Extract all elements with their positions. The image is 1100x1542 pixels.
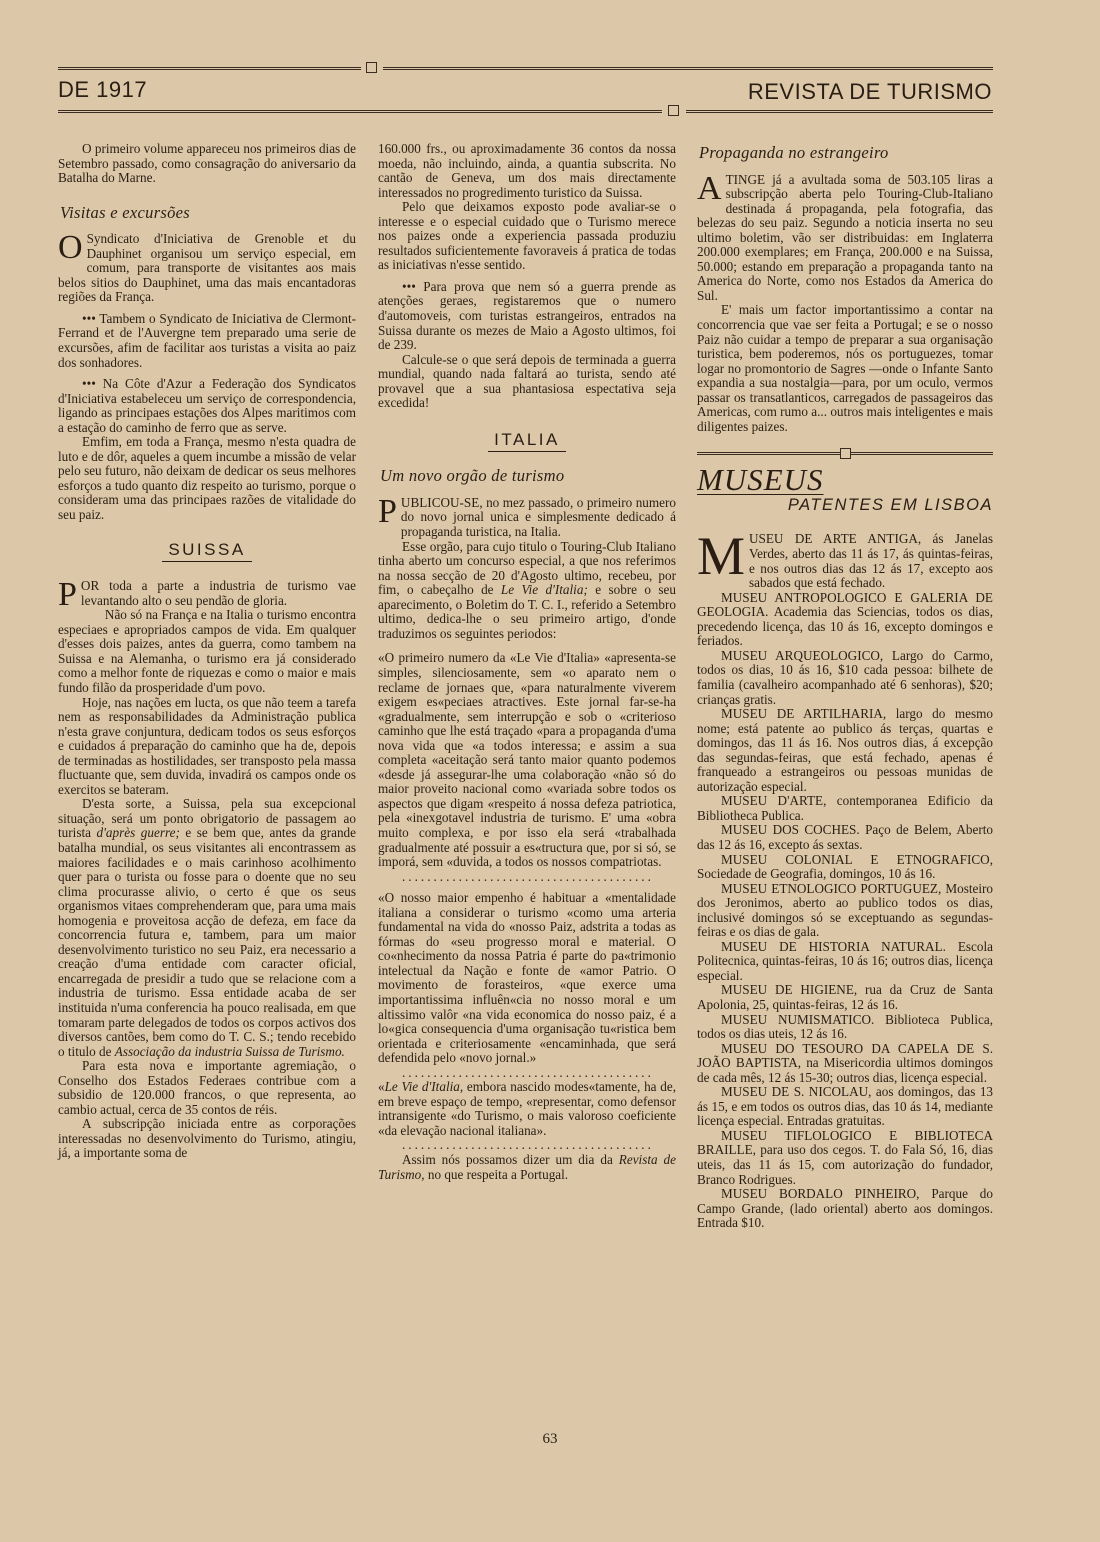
column-2 xyxy=(378,142,676,1182)
museum-entry-12: MUSEU DO TESOURO DA CAPELA DE S. JOÃO BAPTISTA, na Misericordia ultimos domingos de cada mês, 12 ás 15-30; outros dias, licença especial. xyxy=(697,1040,993,1085)
header-magazine-title: REVISTA DE TURISMO xyxy=(747,79,992,104)
suissa-continued-3: ••• Para prova que nem só a guerra prende as atenções geraes, registaremos que o numero d'automoveis, com turistas estrangeiros, entrados na Suissa durante os mezes de Maio a Agosto ultimos, foi de 239. xyxy=(378,278,676,353)
museum-entry-14: MUSEU TIFLOLOGICO E BIBLIOTECA BRAILLE, para uso dos cegos. T. do Fala Só, 16, dias uteis, das 11 ás 15, com autorização do fundador, Branco Rodrigues. xyxy=(697,1127,993,1187)
museum-entry-3: MUSEU ARQUEOLOGICO, Largo do Carmo, todos os dias, 10 ás 16, $10 cada pessoa: bilhete de familia (cavalheiro acompanhado até 6 senhoras), $20; crianças gratis. xyxy=(697,647,993,707)
suissa-heading: SUISSA xyxy=(58,543,356,558)
museum-entry-13: MUSEU DE S. NICOLAU, aos domingos, das 13 ás 15, e em todos os outros dias, das 10 ás 14, mediante licença especial. Entradas gratuitas. xyxy=(697,1084,993,1129)
column-3 xyxy=(697,142,993,1231)
header-top-rule-left xyxy=(58,67,361,70)
suissa-paragraph-6: A subscripção iniciada entre as corporações interessadas no desenvolvimento do Turismo, atingiu, já, a importante soma de xyxy=(58,1116,356,1161)
ellipsis-1: ........................................ xyxy=(402,868,654,884)
ellipsis-2: ........................................ xyxy=(402,1064,654,1080)
quote-2: «O nosso maior empenho é habituar a «mentalidade italiana a considerar o turismo «como uma arteria fundamental na vida do «nosso Paiz, adstrita a todas as fórmas do «seu progresso moral e material. O co«nhecimento da nossa Patria é parte do pa«trimonio intelectual da Nação e fonte de «amor Patrio. O movimento de forasteiros, «que exerce uma importantissima influên«cia no nosso moral e um altissimo valôr «na vida economica do nosso paiz, é a lo«gica consequencia d'uma organisação tu«ristica bem orientada e criteriosamente «encaminhada, que será defendida pelo «novo jornal.» xyxy=(378,890,676,1066)
museum-entry-7: MUSEU COLONIAL E ETNOGRAFICO, Sociedade de Geografia, domingos, 10 ás 16. xyxy=(697,851,993,882)
header-ornament-top xyxy=(366,62,377,73)
header-bottom-rule-left xyxy=(58,110,662,113)
orgao-paragraph-1: PUBLICOU-SE, no mez passado, o primeiro numero do novo jornal unica e simplesmente dedicado á propaganda turistica, na Italia. xyxy=(378,492,676,540)
divider-ornament xyxy=(840,448,851,459)
orgao-closing: Assim nós possamos dizer um dia da Revista de Turismo, no que respeita a Portugal. xyxy=(378,1152,676,1182)
suissa-continued-2: Pelo que deixamos exposto pode avaliar-se o interesse e o especial cuidado que o Turismo merece nos paizes onde a experiencia passada produziu resultados suficientemente favoraveis á pratica de todas as iniciativas n'esse sentido. xyxy=(378,199,676,273)
quote-3: «Le Vie d'Italia, embora nascido modes«tamente, ha de, em breve espaço de tempo, «representar, como defensor intransigente «do Turismo, o mais valoroso coeficiente «da elevação nacional italiana». xyxy=(378,1079,677,1138)
suissa-continued-1: 160.000 frs., ou aproximadamente 36 contos da nossa moeda, não incluindo, ainda, a quantia subscrita. No cantão de Geneva, um dos mais directamente interessados no progredimento turistico da Suissa. xyxy=(378,141,676,200)
visitas-paragraph-3: ••• Na Côte d'Azur a Federação dos Syndicatos d'Iniciativa estabeleceu um serviço de correspondencia, ligando as principaes estações dos Alpes maritimos com a estação do caminho de ferro que as serve. xyxy=(58,376,356,435)
intro-paragraph: O primeiro volume appareceu nos primeiros dias de Setembro passado, como consagração do aniversario da Batalha do Marne. xyxy=(58,141,356,186)
museum-entry-4: MUSEU DE ARTILHARIA, largo do mesmo nome; está patente ao publico ás terças, quartas e domingos, das 11 ás 16. Nos outros dias, á excepção das segundas-feiras, que está fechado, apenas é franqueado a estrangeiros ou pessoas munidas de autorização especial. xyxy=(697,706,993,794)
quote-1: «O primeiro numero da «Le Vie d'Italia» «apresenta-se simples, silenciosamente, sem «o aparato nem o reclame de jornaes que, «para naturalmente viverem exigem es«peciaes atractives. Este jornal far-se-ha «gradualmente, sem interrupção e sob o «criterioso caminho que lhe está traçado «para a propaganda d'uma nova vida que «a todos interessa; e assim a sua completa «aceitação será tanto maior quanto podemos «desde já assegurar-lhe uma colaboração «não só do maior proveito nacional como «variada sobre todos os aspectos que digam «respeito á nossa defeza patriotica, pela «inexgotavel industria de turismo. E' uma «obra muito complexa, e por isso ela será «trabalhada gradualmente até possuir a es«tructura que, por si só, se imporá, sem «duvida, a todos os nossos compatriotas. xyxy=(378,650,676,870)
orgao-heading: Um novo orgão de turismo xyxy=(380,466,565,486)
drop-cap-p-2: P xyxy=(378,492,397,530)
italia-heading: ITALIA xyxy=(378,433,676,448)
visitas-paragraph-2: ••• Tambem o Syndicato de Iniciativa de Clermont-Ferrand et de l'Auvergne tem preparado uma serie de excursões, afim de facilitar aos turistas a visita ao paiz dos sonhadores. xyxy=(58,310,356,370)
orgao-paragraph-2: Esse orgão, para cujo titulo o Touring-Club Italiano tinha aberto um concurso especial, a que nos referimos na nossa secção de 20 d'Agosto ultimo, recebeu, por fim, o cabeçalho de Le Vie d'Italia; e sobre o seu aparecimento, o Boletim do T. C. I., referido a Setembro ultimo, dedica-lhe o seu primeiro artigo, d'onde traduzimos os seguintes periodos: xyxy=(378,538,676,641)
header-top-rule-right xyxy=(383,67,993,70)
page-number: 63 xyxy=(542,1431,558,1447)
museum-entry-15: MUSEU BORDALO PINHEIRO, Parque do Campo Grande, (lado oriental) aberto aos domingos. Entrada $10. xyxy=(697,1186,993,1231)
section-divider xyxy=(697,452,993,455)
ellipsis-3: ........................................ xyxy=(402,1137,654,1153)
drop-cap-a: A xyxy=(697,169,722,207)
visitas-paragraph-1: O Syndicato d'Iniciativa de Grenoble et du Dauphinet organisou um serviço especial, em comum, para transporte de visitantes aos mais belos sitios do Dauphinet, uma das mais encantadoras regiões da França. xyxy=(58,229,356,305)
museum-entry-10: MUSEU DE HIGIENE, rua da Cruz de Santa Apolonia, 25, quintas-feiras, 12 ás 16. xyxy=(697,982,993,1012)
visitas-heading: Visitas e excursões xyxy=(60,202,191,222)
museum-entry-11: MUSEU NUMISMATICO. Biblioteca Publica, todos os dias uteis, 12 ás 16. xyxy=(697,1011,993,1042)
suissa-paragraph-5: Para esta nova e importante agremiação, o Conselho dos Estados Federaes contribue com a subsidio de 120.000 francos, o que representa, ao cambio actual, cerca de 35 contos de réis. xyxy=(58,1058,356,1117)
patentes-heading: PATENTES EM LISBOA xyxy=(787,495,993,514)
drop-cap-p: P xyxy=(58,576,77,614)
museum-entry-9: MUSEU DE HISTORIA NATURAL. Escola Politecnica, quintas-feiras, 10 ás 16; outros dias, licença especial. xyxy=(697,938,993,983)
drop-cap-o: O xyxy=(58,229,83,267)
suissa-paragraph-2: Não só na França e na Italia o turismo encontra especiaes e apropriados campos de vida. Em qualquer d'esses dois paizes, antes da guerra, como tambem na Suissa e na Alemanha, o turismo era já considerado como a melhor fonte de riquezas e como o maior e mais fundo filão da prosperidade d'um povo. xyxy=(58,607,356,695)
visitas-paragraph-4: Emfim, em toda a França, mesmo n'esta quadra de luto e de dôr, aqueles a quem incumbe a missão de velar pelo seu futuro, não deixam de dedicar os seus melhores esforços a tudo quanto diz respeito ao turismo, porque o consideram uma das principaes razões de vitalidade do seu paiz. xyxy=(58,434,356,523)
suissa-paragraph-4: D'esta sorte, a Suissa, pela sua excepcional situação, será um ponto obrigatorio de passagem ao turista d'après guerre; e se bem que, antes da grande batalha mundial, os seus visitantes ali encontrassem as maiores facilidades e o mais carinhoso acolhimento quer para o turista ou fosse para o doente que no seu clima procurasse alivio, o certo é que os seus organismos vitaes comprehenderam que, para uma mais homogenia e proveitosa acção de defeza, em face da concorrencia futura e, tambem, para um maior desenvolvimento turistico no seu Paiz, era necessario a creação d'uma entidade com caracter oficial, encarregada de presidir a tudo que se relacione com a industria de turismo. Essa entidade acaba de ser instituida n'uma conferencia ha pouco realisada, em que tomaram parte delegados de todos os corpos activos dos diversos cantões, bem como do T. C. S.; tendo recebido o titulo de Associação da industria Suissa de Turismo. xyxy=(58,796,356,1059)
header-date: DE 1917 xyxy=(58,77,148,102)
museum-entry-1: MUSEU DE ARTE ANTIGA, ás Janelas Verdes, aberto das 11 ás 17, ás quintas-feiras, e nos outros dias das 12 ás 17, excepto aos sabados que está fechado. xyxy=(697,526,993,591)
museum-entry-8: MUSEU ETNOLOGICO PORTUGUEZ, Mosteiro dos Jeronimos, aberto ao publico todos os dias, inclusivé domingos só se exceptuando as segundas-feiras e os dias de gala. xyxy=(697,880,993,940)
museus-heading: MUSEUS xyxy=(697,462,824,498)
column-1 xyxy=(58,142,356,1161)
museum-entry-5: MUSEU D'ARTE, contemporanea Edificio da Bibliotheca Publica. xyxy=(697,793,993,823)
suissa-continued-4: Calcule-se o que será depois de terminada a guerra mundial, quando nada faltará ao turista, sendo até provavel que a sua phantasiosa espectativa seja excedida! xyxy=(378,351,676,411)
museum-entry-6: MUSEU DOS COCHES. Paço de Belem, Aberto das 12 ás 16, excepto ás sextas. xyxy=(697,822,993,852)
propaganda-heading: Propaganda no estrangeiro xyxy=(699,143,889,162)
drop-cap-m: M xyxy=(697,526,746,587)
header-bottom-rule-right xyxy=(686,110,993,113)
museum-entry-2: MUSEU ANTROPOLOGICO E GALERIA DE GEOLOGIA. Academia das Sciencias, todos os dias, precedendo licença, das 10 ás 16, excepto domingos e feriados. xyxy=(697,589,993,649)
suissa-paragraph-1: POR toda a parte a industria de turismo vae levantando alto o seu pendão de gloria. xyxy=(58,576,356,614)
propaganda-paragraph-1: ATINGE já a avultada soma de 503.105 liras a subscripção aberta pelo Touring-Club-Italiano destinada á propaganda, pela fotografia, das belezas do seu paiz. Segundo a noticia inserta no seu ultimo boletim, vão ser distribuidas: em Inglaterra 200.000 exemplares; em França, 200.000 e na Suissa, 50.000; estando em preparação a propaganda tanto na America do Norte, como nos Estados da America do Sul. xyxy=(697,169,993,303)
propaganda-paragraph-2: E' mais um factor importantissimo a contar na concorrencia que vae ser feita a Portugal; e se o nosso Paiz não cuidar a tempo de preparar a sua organisação turistica, bem poderemos, nós os portuguezes, tomar logar no promontorio de Sagres —onde o Infante Santo expandia a sua nostalgia—para, por um oculo, vermos passar os transatlanticos, carregados de passageiros das Americas, com rumo a... outros mais inteligentes e mais diligentes paizes. xyxy=(697,302,993,434)
suissa-paragraph-3: Hoje, nas nações em lucta, os que não teem a tarefa nem as responsabilidades da Administração publica n'esta grave conjuntura, dedicam todos os seus esforços e cuidados á preparação do caminho que ha de, depois de terminadas as hostilidades, ser transposto pela massa fluctuante que, sem duvida, invadirá os campos onde os exercitos se bateram. xyxy=(58,694,356,797)
header-ornament-bottom xyxy=(668,105,679,116)
